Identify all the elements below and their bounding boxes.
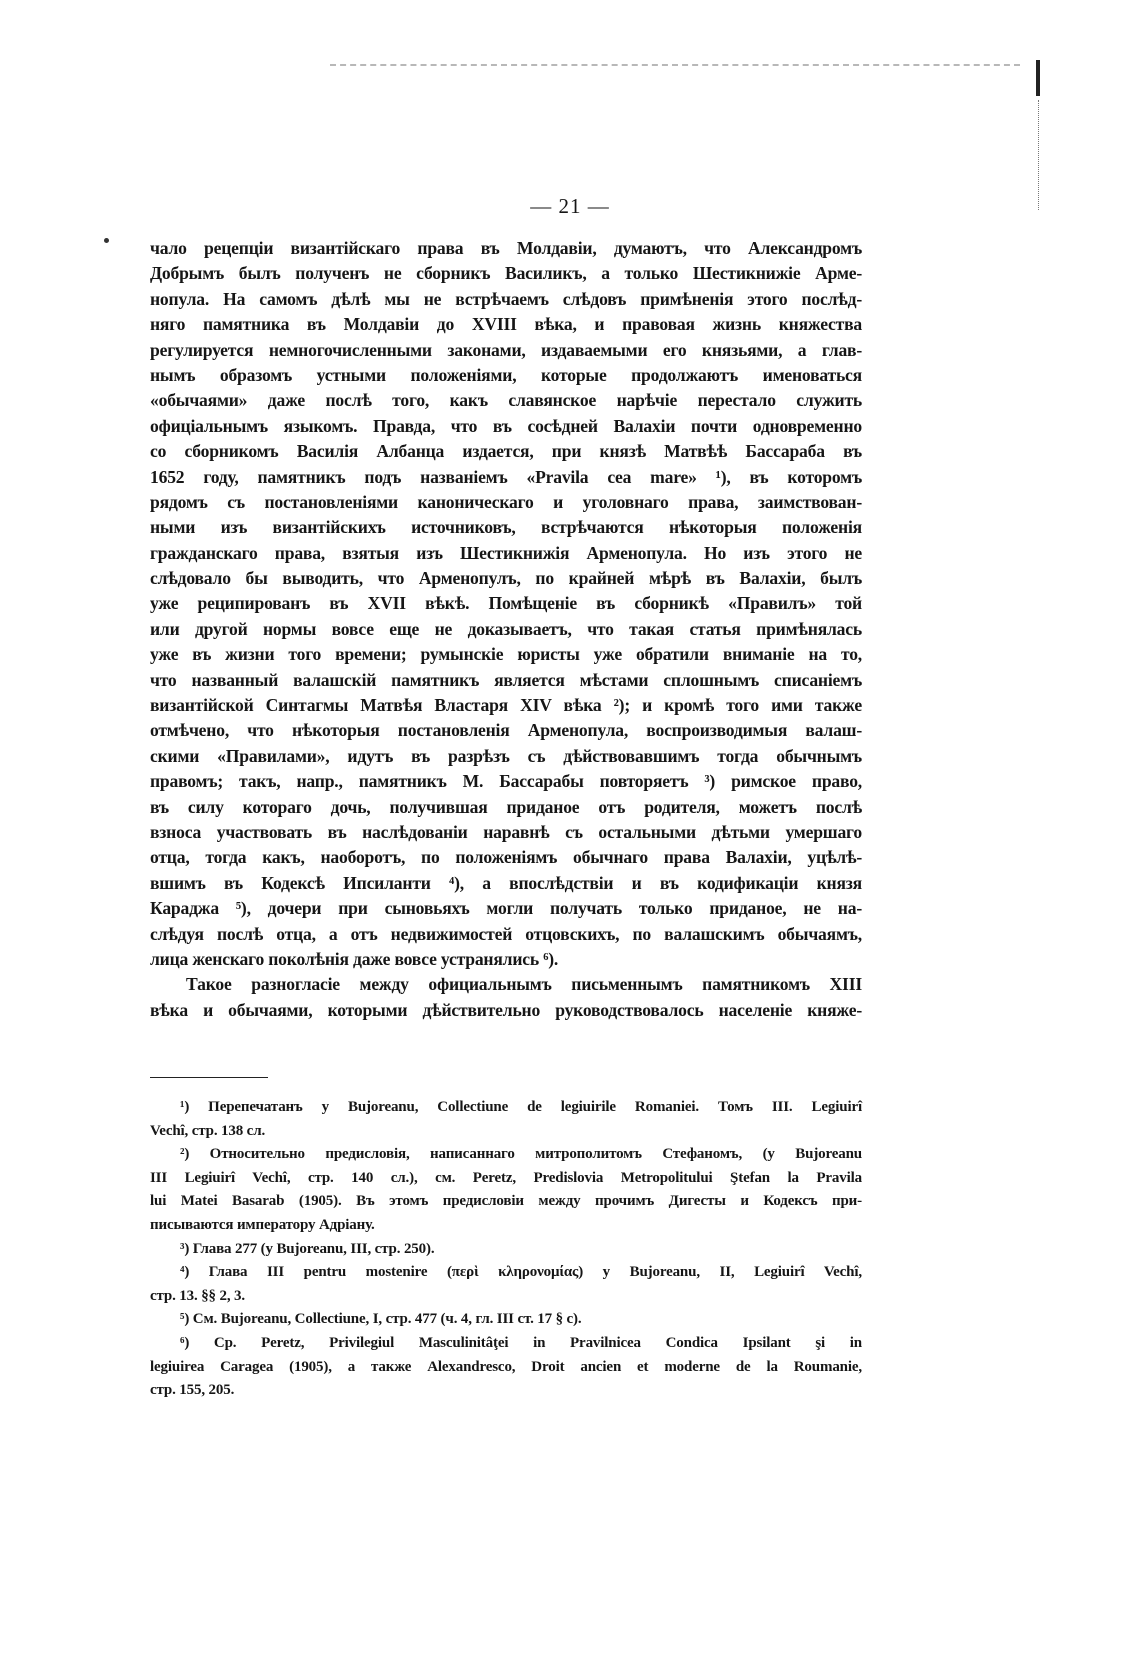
body-line: вшимъ въ Кодексѣ Ипсиланти ⁴), а впослѣдствіи и въ кодификаціи князя xyxy=(150,872,862,893)
body-line: византійской Синтагмы Матвѣя Властаря XIV вѣка ²); и кромѣ того ими также xyxy=(150,695,862,716)
footnote-line: стр. 13. §§ 2, 3. xyxy=(150,1287,246,1304)
footnote-line: ⁵) См. Bujoreanu, Collectiune, I, стр. 477 (ч. 4, гл. III ст. 17 § с). xyxy=(180,1311,582,1328)
body-line: слѣдуя послѣ отца, а отъ недвижимостей отцовскихъ, по валашскимъ обычаямъ, xyxy=(150,923,862,944)
footnote-line: ²) Относительно предисловія, написаннаго митрополитомъ Стефаномъ, (у Bujoreanu xyxy=(180,1146,862,1163)
page-number: — 21 — xyxy=(530,194,610,218)
body-line: лица женскаго поколѣнія даже вовсе устранялись ⁶). xyxy=(150,948,559,969)
body-line: въ силу котораго дочь, получившая приданое отъ родителя, можетъ послѣ xyxy=(150,796,862,817)
footnote-line: ⁶) Ср. Peretz, Privilegiul Masculinitâţei in Pravilnicea Condica Ipsilant şi in xyxy=(180,1334,862,1351)
footnote-line: lui Matei Basarab (1905). Въ этомъ предисловіи между прочимъ Дигесты и Кодексъ при- xyxy=(150,1193,862,1210)
body-text xyxy=(150,236,862,1023)
body-line: уже реципированъ въ XVII вѣкѣ. Помѣщеніе въ сборникѣ «Правилъ» той xyxy=(150,593,862,614)
body-line: Караджа ⁵), дочери при сыновьяхъ могли получать только приданое, не на- xyxy=(150,898,862,919)
footnote-line: Vechî, стр. 138 сл. xyxy=(150,1122,266,1139)
footnote-line: ⁴) Глава III pentru mostenire (περὶ κληρονομίας) у Bujoreanu, II, Legiuirî Vechî, xyxy=(180,1264,862,1281)
body-line: няго памятника въ Молдавіи до XVIII вѣка, и правовая жизнь княжества xyxy=(150,314,862,335)
scan-edge-mark xyxy=(1036,60,1040,96)
body-line: рядомъ съ постановленіями каноническаго и уголовнаго права, заимствован- xyxy=(150,491,862,512)
body-line: отца, тогда какъ, наоборотъ, по положеніямъ обычнаго права Валахіи, уцѣлѣ- xyxy=(150,847,862,868)
footnote-line: III Legiuirî Vechî, стр. 140 сл.), см. Peretz, Predislovia Metropolitului Ştefan la Pravila xyxy=(150,1169,862,1186)
scan-top-rule xyxy=(330,64,1020,66)
body-line: слѣдовало бы выводить, что Арменопулъ, по крайней мѣрѣ въ Валахіи, былъ xyxy=(150,568,862,589)
footnote-line: ³) Глава 277 (у Bujoreanu, III, стр. 250). xyxy=(180,1240,435,1257)
body-line: со сборникомъ Василія Албанца издается, при князѣ Матвѣѣ Бассараба въ xyxy=(150,441,862,462)
body-line: чало рецепціи византійскаго права въ Молдавіи, думаютъ, что Александромъ xyxy=(150,238,862,258)
body-line: что названный валашскій памятникъ является мѣстами сплошнымъ списаніемъ xyxy=(150,669,862,690)
body-line: взноса участвовать въ наслѣдованіи наравнѣ съ остальными дѣтьми умершаго xyxy=(150,821,862,842)
footnote-line: писываются императору Адріану. xyxy=(150,1216,375,1233)
body-line: ными изъ византійскихъ источниковъ, встрѣчаются нѣкоторыя положенія xyxy=(150,517,862,538)
body-line: вѣка и обычаями, которыми дѣйствительно руководствовалось населеніе княже- xyxy=(150,999,862,1020)
footnote-divider xyxy=(150,1077,268,1078)
body-line: или другой нормы вовсе еще не доказываетъ, что такая статья примѣнялась xyxy=(150,618,862,639)
body-line: регулируется немногочисленными законами, издаваемыми его князьями, а глав- xyxy=(150,339,862,360)
footnotes xyxy=(150,1096,862,1403)
footnote-line: ¹) Перепечатанъ у Bujoreanu, Collectiune de legiuirile Romaniei. Томъ III. Legiuirî xyxy=(180,1099,862,1115)
body-line: Такое разногласіе между официальнымъ письменнымъ памятникомъ XIII xyxy=(186,974,862,995)
body-line: отмѣчено, что нѣкоторыя постановленія Арменопула, воспроизводимыя валаш- xyxy=(150,720,862,741)
body-line: скими «Правилами», идутъ въ разрѣзъ съ дѣйствовавшимъ тогда обычнымъ xyxy=(150,745,862,766)
body-line: офиціальнымъ языкомъ. Правда, что въ сосѣдней Валахіи почти одновременно xyxy=(150,415,862,436)
body-line: гражданскаго права, взятыя изъ Шестикнижія Арменопула. Но изъ этого не xyxy=(150,542,862,563)
body-line: уже въ жизни того времени; румынскіе юристы уже обратили вниманіе на то, xyxy=(150,644,862,665)
footnote-line: legiuirea Caragea (1905), а также Alexandresco, Droit ancien et moderne de la Roumanie, xyxy=(150,1358,862,1375)
body-line: Добрымъ былъ полученъ не сборникъ Василикъ, а только Шестикнижіе Арме- xyxy=(150,263,862,284)
margin-dot xyxy=(104,238,109,243)
body-line: «обычаями» даже послѣ того, какъ славянское нарѣчіе перестало служить xyxy=(150,390,862,411)
body-line: нымъ образомъ устными положеніями, которые продолжаютъ именоваться xyxy=(150,364,862,385)
body-line: 1652 году, памятникъ подъ названіемъ «Pravila cea mare» ¹), въ которомъ xyxy=(150,466,862,487)
body-line: нопула. На самомъ дѣлѣ мы не встрѣчаемъ слѣдовъ примѣненія этого послѣд- xyxy=(150,288,862,309)
footnote-line: стр. 155, 205. xyxy=(150,1382,235,1399)
body-line: правомъ; такъ, напр., памятникъ М. Бассарабы повторяетъ ³) римское право, xyxy=(150,771,862,792)
